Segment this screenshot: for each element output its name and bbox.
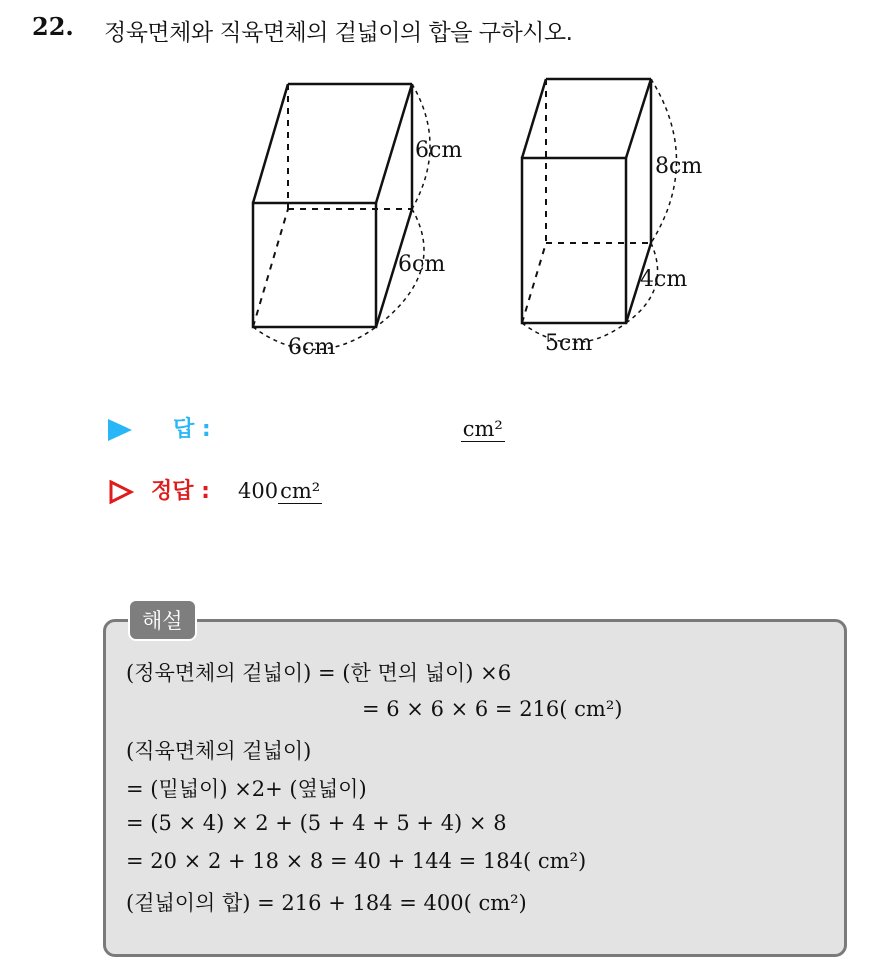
cube-hidden-edge — [253, 209, 288, 327]
play-arrow-icon — [108, 419, 132, 441]
cube-width-label: 6cm — [288, 335, 336, 360]
correct-answer-row — [108, 474, 322, 505]
question-text: 정육면체와 직육면체의 겉넓이의 합을 구하시오. — [104, 20, 573, 46]
explanation-line: (정육면체의 겉넓이) = (한 면의 넓이) ×6 — [126, 661, 512, 685]
correct-answer-unit: cm² — [280, 479, 321, 503]
cuboid-front-face — [522, 158, 626, 323]
correct-answer-value: 400 — [237, 479, 279, 503]
answer-row — [108, 412, 505, 443]
explanation-line: = 20 × 2 + 18 × 8 = 40 + 144 = 184( cm²) — [126, 849, 587, 873]
cuboid-depth-label: 4cm — [640, 267, 688, 292]
cuboid-width-label: 5cm — [545, 331, 593, 356]
explanation-line: (직육면체의 겉넓이) — [126, 739, 312, 763]
cube-figure — [253, 84, 430, 350]
cube-depth-label: 6cm — [398, 252, 446, 277]
explanation-tag: 해설 — [128, 599, 197, 641]
cuboid-hidden-edge — [522, 243, 546, 323]
answer-unit[interactable]: cm² — [462, 417, 503, 441]
cube-height-label: 6cm — [415, 138, 463, 163]
outline-arrow-icon — [108, 480, 134, 504]
correct-answer-label: 정답 : — [151, 479, 210, 504]
question-number: 22. — [32, 12, 74, 41]
answer-label: 답 : — [173, 417, 211, 442]
cuboid-figure — [522, 79, 677, 343]
explanation-line: = 6 × 6 × 6 = 216( cm²) — [362, 697, 623, 721]
solids-figure — [0, 0, 884, 400]
explanation-line: = (밑넓이) ×2+ (옆넓이) — [126, 777, 367, 801]
explanation-line: (겉넓이의 합) = 216 + 184 = 400( cm²) — [126, 891, 527, 915]
explanation-line: = (5 × 4) × 2 + (5 + 4 + 5 + 4) × 8 — [126, 811, 507, 835]
cuboid-height-label: 8cm — [655, 154, 703, 179]
